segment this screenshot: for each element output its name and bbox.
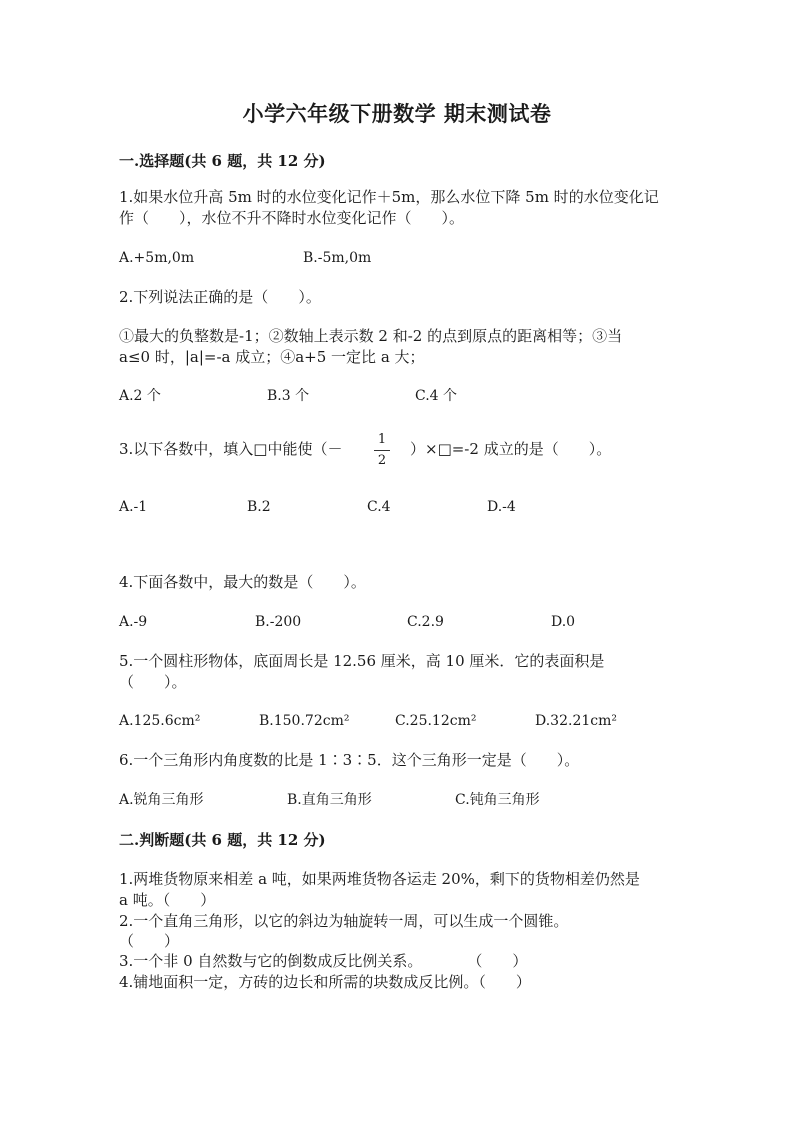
question-2-stem: 2.下列说法正确的是（ ）。	[119, 288, 321, 306]
question-5-line2: （ ）。	[119, 673, 187, 691]
option-b[interactable]: B.直角三角形	[287, 792, 372, 808]
option-a[interactable]: A.+5m,0m	[119, 250, 195, 266]
option-b[interactable]: B.-5m,0m	[303, 250, 372, 266]
option-b[interactable]: B.3 个	[267, 388, 310, 404]
option-b[interactable]: B.2	[247, 499, 271, 515]
option-a[interactable]: A.锐角三角形	[119, 792, 204, 808]
option-a[interactable]: A.-1	[119, 499, 148, 515]
question-4-stem: 4.下面各数中，最大的数是（ ）。	[119, 573, 366, 591]
option-a[interactable]: A.2 个	[119, 388, 161, 404]
question-1-line2: 作（ ），水位不升不降时水位变化记作（ ）。	[119, 209, 465, 227]
judge-1-line2: a 吨。（ ）	[119, 891, 216, 909]
question-3-text-before: 3.以下各数中，填入□中能使（－	[119, 440, 343, 458]
fraction-one-half	[374, 432, 390, 469]
question-3-text-after: ）×□=-2 成立的是（ ）。	[410, 440, 612, 458]
judge-3-line1: 3.一个非 0 自然数与它的倒数成反比例关系。 （ ）	[119, 952, 528, 970]
option-b[interactable]: B.-200	[255, 614, 302, 630]
judge-2-line1: 2.一个直角三角形，以它的斜边为轴旋转一周，可以生成一个圆锥。	[119, 912, 569, 930]
question-5-line1: 5.一个圆柱形物体，底面周长是 12.56 厘米，高 10 厘米．它的表面积是	[119, 652, 605, 670]
fraction-denominator: 2	[377, 453, 387, 468]
page-title: 小学六年级下册数学 期末测试卷	[242, 101, 552, 126]
judge-2-line2: （ ）	[119, 932, 180, 950]
fraction-numerator: 1	[377, 432, 387, 447]
option-c[interactable]: C.25.12cm²	[395, 713, 477, 729]
option-d[interactable]: D.-4	[487, 499, 516, 515]
option-c[interactable]: C.4	[367, 499, 391, 515]
option-d[interactable]: D.0	[551, 614, 576, 630]
option-a[interactable]: A.125.6cm²	[119, 713, 201, 729]
option-c[interactable]: C.钝角三角形	[455, 792, 540, 808]
section-heading-judgement: 二.判断题(共 6 题，共 12 分)	[119, 831, 326, 849]
judge-1-line1: 1.两堆货物原来相差 a 吨，如果两堆货物各运走 20%，剩下的货物相差仍然是	[119, 870, 640, 888]
judge-4-line1: 4.铺地面积一定，方砖的边长和所需的块数成反比例。（ ）	[119, 973, 531, 991]
question-6-stem: 6.一个三角形内角度数的比是 1∶3∶5．这个三角形一定是（ ）。	[119, 751, 580, 769]
fraction-bar	[374, 450, 390, 451]
question-1-line1: 1.如果水位升高 5m 时的水位变化记作＋5m，那么水位下降 5m 时的水位变化记	[119, 188, 659, 206]
option-a[interactable]: A.-9	[119, 614, 148, 630]
option-c[interactable]: C.2.9	[407, 614, 444, 630]
question-2-line2: a≤0 时，|a|=-a 成立；④a+5 一定比 a 大；	[119, 348, 425, 366]
option-c[interactable]: C.4 个	[415, 388, 458, 404]
option-b[interactable]: B.150.72cm²	[259, 713, 350, 729]
option-d[interactable]: D.32.21cm²	[535, 713, 617, 729]
question-2-line1: ①最大的负整数是-1；②数轴上表示数 2 和-2 的点到原点的距离相等；③当	[119, 327, 623, 345]
section-heading-choice: 一.选择题(共 6 题，共 12 分)	[119, 152, 326, 170]
